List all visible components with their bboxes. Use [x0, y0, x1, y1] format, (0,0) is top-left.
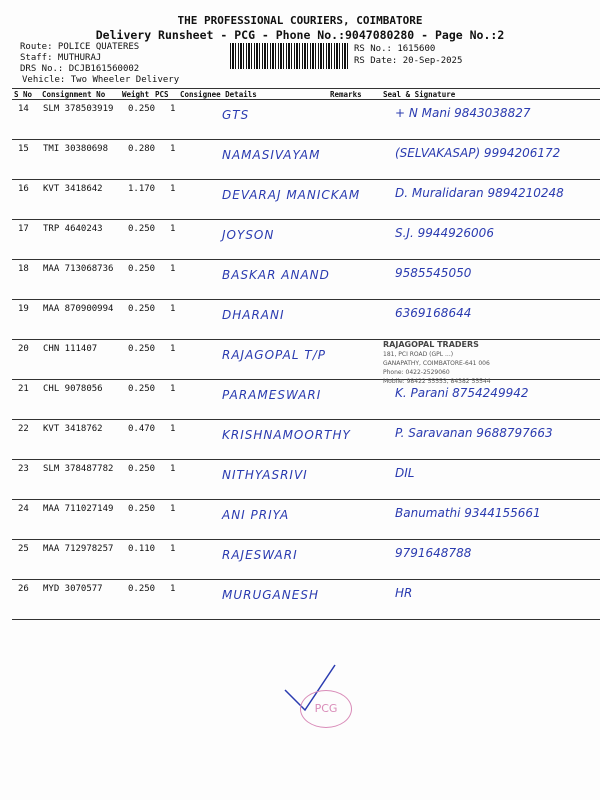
rs-number: RS No.: 1615600	[354, 44, 436, 54]
row-weight: 0.250	[128, 224, 156, 234]
table-row	[0, 340, 600, 380]
row-consignment-no: MAA 712978257	[43, 544, 114, 554]
row-consignment-no: TRP 4640243	[43, 224, 103, 234]
row-weight: 0.250	[128, 104, 156, 114]
row-consignee: DEVARAJ MANICKAM	[222, 188, 361, 202]
row-signature: + N Mani 9843038827	[395, 106, 531, 120]
row-pcs: 1	[170, 584, 176, 594]
row-signature: S.J. 9944926006	[395, 226, 494, 240]
col-seal: Seal & Signature	[383, 90, 456, 99]
row-consignee: PARAMESWARI	[222, 388, 322, 402]
row-pcs: 1	[170, 384, 176, 394]
row-sno: 20	[18, 344, 29, 354]
staff-label: Staff: MUTHURAJ	[20, 53, 102, 63]
table-row	[0, 100, 600, 140]
row-pcs: 1	[170, 264, 176, 274]
table-row	[0, 420, 600, 460]
row-consignee: GTS	[222, 108, 250, 122]
row-pcs: 1	[170, 504, 176, 514]
row-signature: Banumathi 9344155661	[395, 506, 541, 520]
col-pcs: PCS	[155, 90, 169, 99]
stamp-phone: Phone: 0422-2529060	[383, 369, 450, 376]
row-weight: 0.250	[128, 304, 156, 314]
row-weight: 0.110	[128, 544, 156, 554]
table-row	[0, 500, 600, 540]
row-consignee: DHARANI	[222, 308, 285, 322]
row-weight: 0.250	[128, 464, 156, 474]
barcode	[230, 43, 348, 69]
row-consignment-no: MAA 711027149	[43, 504, 114, 514]
row-pcs: 1	[170, 544, 176, 554]
route-label: Route: POLICE QUATERES	[20, 42, 140, 52]
col-remarks: Remarks	[330, 90, 362, 99]
row-consignee: ANI PRIYA	[222, 508, 290, 522]
row-consignee: RAJESWARI	[222, 548, 298, 562]
row-consignment-no: CHN 111407	[43, 344, 98, 354]
stamp-name: RAJAGOPAL TRADERS	[383, 340, 479, 349]
row-weight: 0.250	[128, 504, 156, 514]
table-row	[0, 140, 600, 180]
row-consignee: NAMASIVAYAM	[222, 148, 321, 162]
table-row	[0, 300, 600, 340]
row-weight: 0.280	[128, 144, 156, 154]
row-divider	[12, 619, 600, 620]
row-signature: (SELVAKASAP) 9994206172	[395, 146, 561, 160]
header-divider	[12, 88, 600, 89]
row-sno: 26	[18, 584, 29, 594]
row-consignee: KRISHNAMOORTHY	[222, 428, 351, 442]
row-signature: 6369168644	[395, 306, 472, 320]
row-weight: 1.170	[128, 184, 156, 194]
row-sno: 21	[18, 384, 29, 394]
col-weight: Weight	[122, 90, 150, 99]
row-pcs: 1	[170, 464, 176, 474]
row-sno: 25	[18, 544, 29, 554]
row-sno: 18	[18, 264, 29, 274]
row-signature: HR	[395, 586, 413, 600]
row-pcs: 1	[170, 344, 176, 354]
vehicle-label: Vehicle: Two Wheeler Delivery	[22, 75, 180, 85]
row-consignment-no: CHL 9078056	[43, 384, 103, 394]
row-pcs: 1	[170, 304, 176, 314]
row-pcs: 1	[170, 224, 176, 234]
row-consignment-no: TMI 30380698	[43, 144, 109, 154]
row-consignment-no: MAA 870900994	[43, 304, 114, 314]
stamp-city: GANAPATHY, COIMBATORE-641 006	[383, 360, 490, 367]
table-row	[0, 540, 600, 580]
runsheet-subtitle: Delivery Runsheet - PCG - Phone No.:9047080280 - Page No.:2	[95, 28, 505, 42]
rs-date: RS Date: 20-Sep-2025	[354, 56, 463, 66]
table-row	[0, 580, 600, 620]
row-sno: 23	[18, 464, 29, 474]
table-row	[0, 180, 600, 220]
row-pcs: 1	[170, 144, 176, 154]
row-pcs: 1	[170, 184, 176, 194]
row-consignment-no: KVT 3418642	[43, 184, 103, 194]
stamp-mobile: Mobile: 98422 55553, 84382 55544	[383, 378, 491, 385]
row-sno: 19	[18, 304, 29, 314]
row-weight: 0.250	[128, 344, 156, 354]
row-sno: 17	[18, 224, 29, 234]
col-consignee: Consignee Details	[180, 90, 257, 99]
row-consignee: RAJAGOPAL T/P	[222, 348, 326, 362]
row-sno: 14	[18, 104, 29, 114]
row-pcs: 1	[170, 424, 176, 434]
table-row	[0, 260, 600, 300]
row-consignee: JOYSON	[222, 228, 275, 242]
row-consignment-no: SLM 378487782	[43, 464, 114, 474]
stamp-address: 181, PCI ROAD (GPL ...)	[383, 351, 454, 358]
row-consignment-no: SLM 378503919	[43, 104, 114, 114]
row-weight: 0.250	[128, 584, 156, 594]
row-weight: 0.250	[128, 384, 156, 394]
col-sno: S No	[14, 90, 33, 99]
row-signature: DIL	[395, 466, 415, 480]
row-signature: 9585545050	[395, 266, 472, 280]
trader-stamp	[383, 340, 491, 386]
row-sno: 24	[18, 504, 29, 514]
row-sno: 15	[18, 144, 29, 154]
row-consignee: NITHYASRIVI	[222, 468, 308, 482]
row-signature: 9791648788	[395, 546, 472, 560]
table-row	[0, 220, 600, 260]
row-consignment-no: KVT 3418762	[43, 424, 103, 434]
pcg-seal: PCG	[300, 690, 352, 728]
row-consignee: BASKAR ANAND	[222, 268, 330, 282]
table-row	[0, 460, 600, 500]
row-consignment-no: MYD 3070577	[43, 584, 103, 594]
row-pcs: 1	[170, 104, 176, 114]
row-sno: 16	[18, 184, 29, 194]
row-consignee: MURUGANESH	[222, 588, 319, 602]
row-weight: 0.470	[128, 424, 156, 434]
row-weight: 0.250	[128, 264, 156, 274]
col-consignment: Consignment No	[42, 90, 106, 99]
table-row	[0, 380, 600, 420]
drs-number: DRS No.: DCJB161560002	[20, 64, 140, 74]
row-sno: 22	[18, 424, 29, 434]
row-signature: D. Muralidaran 9894210248	[395, 186, 564, 200]
row-consignment-no: MAA 713068736	[43, 264, 114, 274]
row-signature: K. Parani 8754249942	[395, 386, 529, 400]
company-title: THE PROFESSIONAL COURIERS, COIMBATORE	[177, 14, 423, 27]
row-signature: P. Saravanan 9688797663	[395, 426, 553, 440]
